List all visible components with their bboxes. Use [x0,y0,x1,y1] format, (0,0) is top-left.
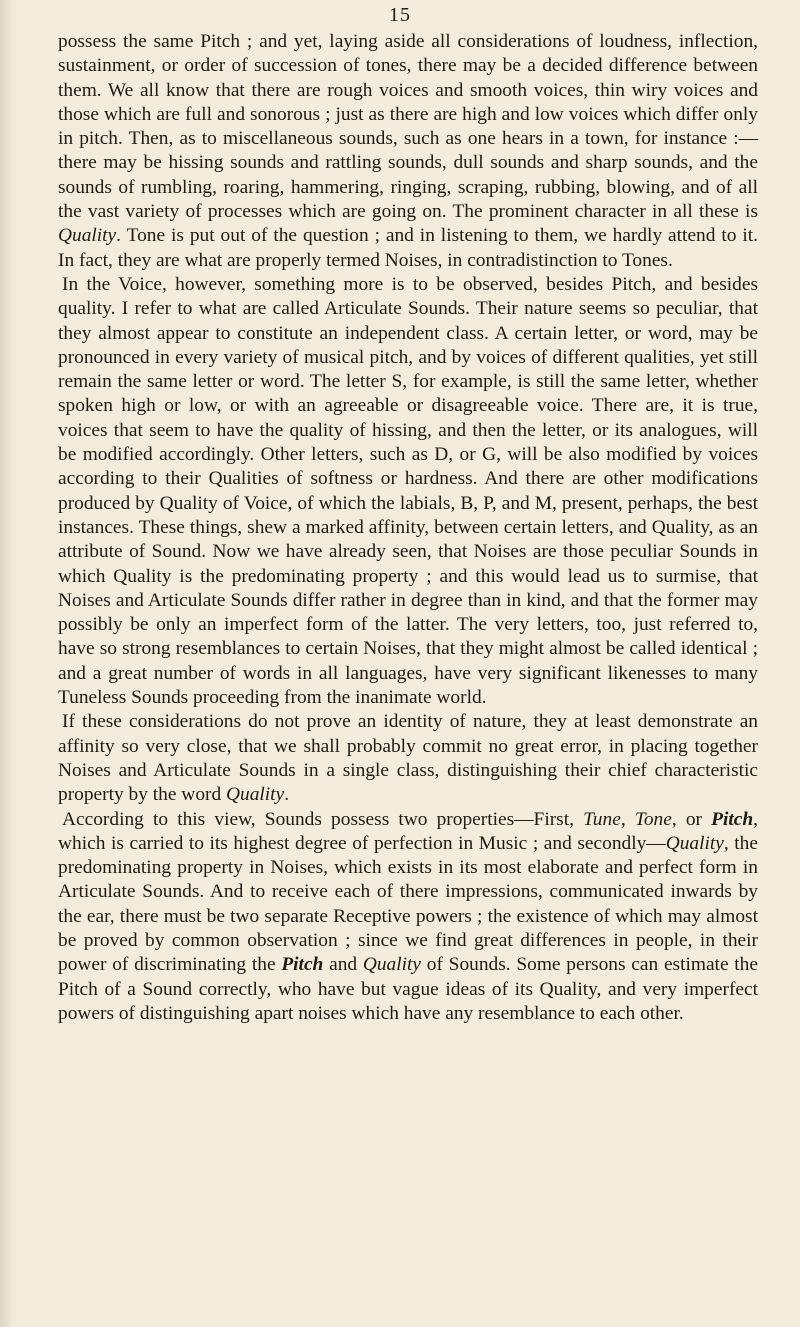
body-text [58,30,758,1026]
text-run: of Sounds. Some persons can estimate the Pitch of a Sound correctly, who have but vague ideas of its Quality, and very imperfect powers of distinguishing apart noises which have any resemblance to each other. [58,954,758,1024]
text-run: Quality [362,954,422,976]
text-run: Quality [58,225,117,247]
text-run: According to this view, Sounds possess two properties—First, [62,808,584,830]
text-run: and [323,954,363,976]
text-run: , or [671,808,712,830]
text-run: Pitch [281,954,324,976]
text-run: Quality [226,784,285,806]
page-edge-shadow [0,0,14,1327]
page-number: 15 [389,4,411,26]
paragraph-3 [58,710,758,807]
text-run: In the Voice, however, something more is to be observed, besides Pitch, and besides quality. I refer to what are called Articulate Sounds. Their nature seems so peculiar, that they almost appear to constitute an independent class. A certain letter, or word, may be pronounced in every variety of musical pitch, and by voices of different qualities, yet still remain the same letter or word. The letter S, for example, is still the same letter, whether spoken high or low, or with an agreeable or disagreeable voice. There are, it is true, voices that seem to have the quality of hissing, and then the letter, or its analogues, will be modified accordingly. Other letters, such as D, or G, will be also modified by voices according to their Qualities of softness or hardness. And there are other modifications produced by Quality of Voice, of which the labials, B, P, and M, present, perhaps, the best instances. These things, shew a marked affinity, between certain letters, and Quality, as an attribute of Sound. Now we have already seen, that Noises are those peculiar Sounds in which Quality is the predominating property ; and this would lead us to surmise, that Noises and Articulate Sounds differ rather in degree than in kind, and that the former may possibly be only an imperfect form of the latter. The very letters, too, just referred to, have so strong resemblances to certain Noises, that they might almost be called identical ; and a great number of words in all languages, have very significant likenesses to many Tuneless Sounds proceeding from the inanimate world. [58,273,758,709]
text-run: , the predominating property in Noises, which exists in its most elaborate and perfect form in Articulate Sounds. And to receive each of there impressions, communicated inwards by the ear, there must be two separate Receptive powers ; the existence of which may almost be proved by common observation ; since we find great differences in people, in their power of discriminating the [58,832,758,976]
text-run: . [284,784,290,806]
text-run: Pitch [711,808,754,830]
text-run: Quality [665,832,724,854]
paragraph-4 [58,808,758,1027]
text-run: , which is carried to its highest degree of perfection in Music ; and secondly— [58,808,758,854]
text-run: Tone [634,808,672,830]
text-run: , [620,808,635,830]
text-run: Tune [583,808,621,830]
paragraph-2 [58,273,758,710]
paragraph-1 [58,30,758,273]
text-run: possess the same Pitch ; and yet, laying aside all considerations of loudness, inflection, sustainment, or order of succession of tones, there may be a decided difference between them. We all know that there are rough voices and smooth voices, thin wiry voices and those which are full and sonorous ; just as there are high and low voices which differ only in pitch. Then, as to miscellaneous sounds, such as one hears in a town, for instance :—there may be hissing sounds and rattling sounds, dull sounds and sharp sounds, and the sounds of rumbling, roaring, hammering, ringing, scraping, rubbing, blowing, and of all the vast variety of processes which are going on. The prominent character in all these is [58,31,758,223]
text-run: If these considerations do not prove an identity of nature, they at least demonstrate an affinity so very close, that we shall probably commit no great error, in placing together Noises and Articulate Sounds in a single class, distinguishing their chief characteristic property by the word [58,711,758,806]
text-run: . Tone is put out of the question ; and in listening to them, we hardly attend to it. In fact, they are what are properly termed Noises, in contradistinction to Tones. [58,225,758,271]
